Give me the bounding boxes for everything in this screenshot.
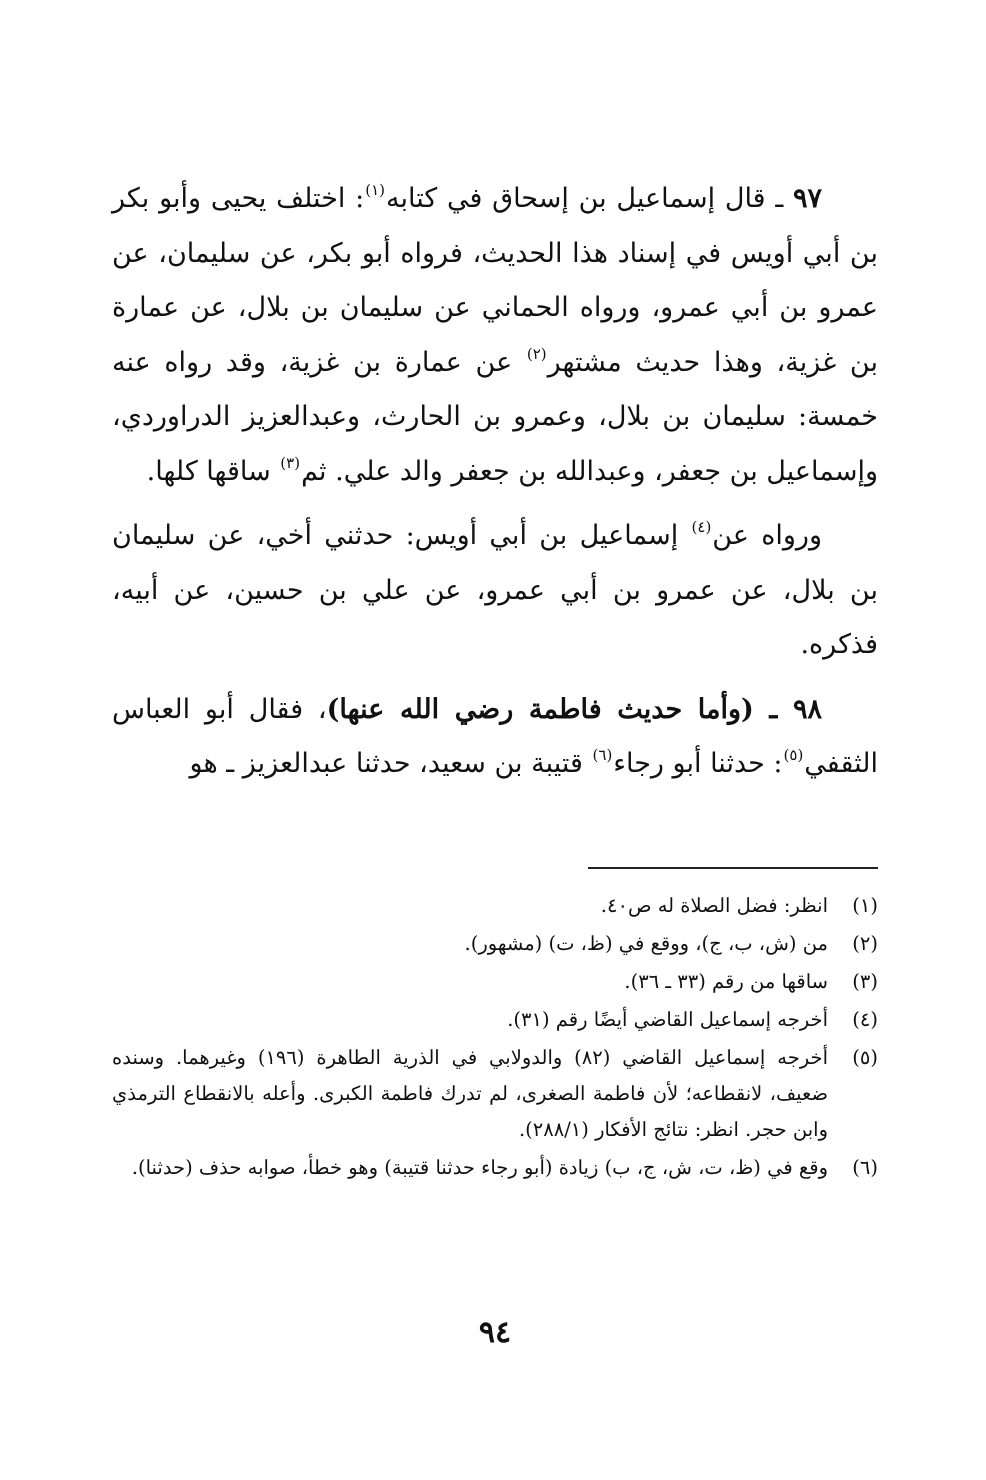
hadith-number: ٩٧ [792,183,822,214]
footnotes [112,888,878,1188]
paragraph-text: : اختلف يحيى وأبو بكر بن أبي أويس في إسناد هذا الحديث، فرواه أبو بكر، عن سليمان، عن عمرو بن أبي عمرو، ورواه الحماني عن سليمان بن بلال، عن عمارة بن غزية، وهذا حديث مشتهر [112,183,878,378]
paragraph-98 [112,683,878,792]
paragraph-riwaya [112,509,878,673]
footnote-marker: (٦) [592,746,613,764]
footnote-text: أخرجه إسماعيل القاضي أيضًا رقم (٣١). [507,1008,828,1031]
footnote [112,1040,878,1148]
footnote [112,1150,878,1186]
footnote-number: (٢) [852,932,878,955]
paragraph-text: : حدثنا أبو رجاء [613,748,783,779]
footnote [112,964,878,1000]
footnote-text: انظر: فضل الصلاة له ص٤٠. [600,894,828,917]
footnote-marker: (١) [365,181,386,199]
main-text [112,172,878,802]
paragraph-text: إسماعيل بن أبي أويس: حدثني أخي، عن سليمان بن بلال، عن عمرو بن أبي عمرو، عن علي بن حسين، عن أبيه، فذكره. [112,520,878,660]
footnote-number: (٦) [852,1156,878,1179]
footnote-text: من (ش، ب، ج)، ووقع في (ظ، ت) (مشهور). [464,932,828,955]
footnote-marker: (٢) [526,344,547,363]
footnote-number: (٣) [852,970,878,993]
paragraph-97 [112,172,878,499]
paragraph-text: ساقها كلها. [146,455,280,487]
section-heading: ـ (وأما حديث فاطمة رضي الله عنها) [326,693,793,725]
footnote-number: (٤) [852,1008,878,1031]
footnote [112,926,878,962]
footnote-number: (١) [852,894,878,917]
footnote-text: ساقها من رقم (٣٣ ـ ٣٦). [624,970,828,993]
book-page [112,0,878,1480]
footnote-marker: (٥) [783,746,804,764]
footnote-text: أخرجه إسماعيل القاضي (٨٢) والدولابي في الذرية الطاهرة (١٩٦) وغيرهما. وسنده ضعيف، لانقطاعه؛ لأن فاطمة الصغرى، لم تدرك فاطمة الكبرى. وأعله بالانقطاع الترمذي وابن حجر. انظر: نتائج الأفكار (٢٨٨/١). [112,1046,828,1141]
footnote-text: وقع في (ظ، ت، ش، ج، ب) زيادة (أبو رجاء حدثنا قتيبة) وهو خطأ، صوابه حذف (حدثنا). [131,1156,828,1179]
hadith-number: ٩٨ [792,693,822,725]
footnote-number: (٥) [852,1046,878,1069]
paragraph-text: ـ قال إسماعيل بن إسحاق في كتابه [386,183,793,214]
footnote-divider [588,867,878,869]
paragraph-text: عن عمارة بن غزية، وقد رواه عنه خمسة: سليمان بن بلال، وعمرو بن الحارث، وعبدالعزيز الدراوردي، وإسماعيل بن جعفر، وعبدالله بن جعفر والد علي. ثم [112,346,878,487]
paragraph-text: ، فقال أبو العباس الثقفي [112,693,878,779]
footnote-marker: (٤) [691,518,712,536]
page-number: ٩٤ [478,1315,512,1350]
paragraph-text: قتيبة بن سعيد، حدثنا عبدالعزيز ـ هو [189,748,592,779]
footnote [112,888,878,924]
footnote [112,1002,878,1038]
footnote-marker: (٣) [280,453,301,472]
paragraph-text: ورواه عن [712,520,822,551]
